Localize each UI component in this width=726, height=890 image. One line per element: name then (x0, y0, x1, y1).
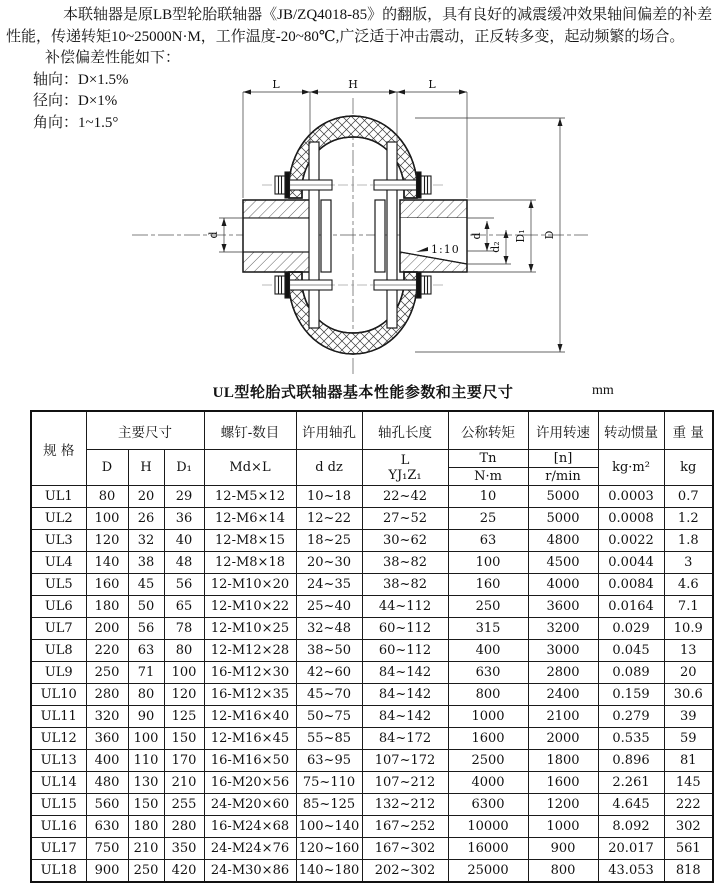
table-cell: UL6 (31, 596, 86, 618)
table-cell: UL2 (31, 508, 86, 530)
compensation-axial: 轴向：D×1.5% (33, 71, 129, 88)
table-cell: 320 (86, 706, 128, 728)
table-cell: 100 (448, 552, 528, 574)
table-cell: 280 (164, 816, 204, 838)
table-cell: 7.1 (664, 596, 713, 618)
table-cell: 0.7 (664, 486, 713, 508)
table-cell: 12-M10×20 (204, 574, 296, 596)
table-cell: 140~180 (296, 860, 362, 883)
table-cell: UL12 (31, 728, 86, 750)
table-cell: 16-M24×68 (204, 816, 296, 838)
table-cell: 10~18 (296, 486, 362, 508)
table-cell: 0.0022 (598, 530, 664, 552)
table-cell: 800 (528, 860, 598, 883)
table-cell: 1.8 (664, 530, 713, 552)
table-row (31, 728, 713, 750)
col-header-inertia: 转动惯量 (598, 411, 664, 450)
col-header-D1: D₁ (164, 450, 204, 486)
dim-label-H: H (348, 80, 358, 91)
table-cell: 38~82 (362, 574, 448, 596)
table-cell: 0.0008 (598, 508, 664, 530)
coupling-section-svg (0, 80, 726, 385)
table-cell: 44~112 (362, 596, 448, 618)
table-cell: 63 (128, 640, 164, 662)
table-cell: 18~25 (296, 530, 362, 552)
col-header-torque-unit: N·m (448, 468, 528, 486)
dim-label-D1: D₁ (514, 229, 527, 243)
table-cell: 16-M20×56 (204, 772, 296, 794)
table-cell: 38~82 (362, 552, 448, 574)
table-cell: 315 (448, 618, 528, 640)
table-cell: 4.645 (598, 794, 664, 816)
table-cell: 100 (128, 728, 164, 750)
table-cell: 56 (128, 618, 164, 640)
table-cell: 36 (164, 508, 204, 530)
table-cell: 81 (664, 750, 713, 772)
table-cell: 25 (448, 508, 528, 530)
table-cell: 180 (86, 596, 128, 618)
table-cell: 60~112 (362, 618, 448, 640)
table-cell: 78 (164, 618, 204, 640)
table-cell: UL15 (31, 794, 86, 816)
table-cell: 0.279 (598, 706, 664, 728)
table-cell: UL18 (31, 860, 86, 883)
table-cell: 210 (128, 838, 164, 860)
table-cell: 5000 (528, 508, 598, 530)
dim-label-L-left: L (272, 80, 280, 91)
table-cell: 120 (164, 684, 204, 706)
table-cell: 250 (86, 662, 128, 684)
bore-length-types: YJ₁Z₁ (388, 467, 422, 483)
table-cell: UL7 (31, 618, 86, 640)
bore-length-symbol: L (400, 452, 410, 468)
table-cell: 480 (86, 772, 128, 794)
table-cell: 13 (664, 640, 713, 662)
table-cell: 360 (86, 728, 128, 750)
table-cell: 160 (448, 574, 528, 596)
table-cell: 84~142 (362, 662, 448, 684)
table-cell: 24-M24×76 (204, 838, 296, 860)
table-cell: 0.045 (598, 640, 664, 662)
table-cell: 0.0044 (598, 552, 664, 574)
table-row (31, 596, 713, 618)
table-cell: 210 (164, 772, 204, 794)
table-cell: 43.053 (598, 860, 664, 883)
col-header-H: H (128, 450, 164, 486)
table-cell: 80 (128, 684, 164, 706)
table-cell: UL5 (31, 574, 86, 596)
table-cell: 12-M8×18 (204, 552, 296, 574)
table-cell: 120~160 (296, 838, 362, 860)
table-cell: 167~302 (362, 838, 448, 860)
spec-table (30, 410, 714, 883)
table-cell: 32~48 (296, 618, 362, 640)
table-cell: 4800 (528, 530, 598, 552)
table-cell: 250 (128, 860, 164, 883)
table-row (31, 750, 713, 772)
table-cell: 220 (86, 640, 128, 662)
table-cell: 0.0084 (598, 574, 664, 596)
table-cell: 3600 (528, 596, 598, 618)
table-row (31, 640, 713, 662)
col-header-bore-sub: d dz (296, 450, 362, 486)
table-cell: 5000 (528, 486, 598, 508)
table-cell: 29 (164, 486, 204, 508)
table-cell: 30.6 (664, 684, 713, 706)
table-cell: 20.017 (598, 838, 664, 860)
table-cell: UL4 (31, 552, 86, 574)
table-row (31, 706, 713, 728)
col-header-screw-spec: Md×L (204, 450, 296, 486)
table-cell: 24-M20×60 (204, 794, 296, 816)
col-header-torque-symbol: Tn (448, 450, 528, 468)
table-cell: 1800 (528, 750, 598, 772)
table-cell: 25~40 (296, 596, 362, 618)
table-cell: 900 (528, 838, 598, 860)
table-cell: 1000 (528, 816, 598, 838)
table-cell: 120 (86, 530, 128, 552)
table-cell: 100~140 (296, 816, 362, 838)
table-cell: 1000 (448, 706, 528, 728)
table-cell: 12~22 (296, 508, 362, 530)
table-row (31, 794, 713, 816)
table-cell: UL11 (31, 706, 86, 728)
table-cell: 8.092 (598, 816, 664, 838)
table-cell: 400 (448, 640, 528, 662)
table-cell: 48 (164, 552, 204, 574)
dim-label-d-right: d (470, 232, 483, 240)
table-cell: 160 (86, 574, 128, 596)
table-cell: 56 (164, 574, 204, 596)
table-cell: 0.896 (598, 750, 664, 772)
table-cell: 40 (164, 530, 204, 552)
table-cell: 170 (164, 750, 204, 772)
table-cell: UL1 (31, 486, 86, 508)
col-header-weight: 重 量 (664, 411, 713, 450)
table-cell: 12-M16×40 (204, 706, 296, 728)
table-cell: UL9 (31, 662, 86, 684)
table-row (31, 508, 713, 530)
table-cell: 200 (86, 618, 128, 640)
table-cell: 45 (128, 574, 164, 596)
table-cell: 2100 (528, 706, 598, 728)
table-cell: 30~62 (362, 530, 448, 552)
table-cell: 800 (448, 684, 528, 706)
table-cell: UL13 (31, 750, 86, 772)
table-cell: 26 (128, 508, 164, 530)
table-cell: 100 (164, 662, 204, 684)
table-cell: 63 (448, 530, 528, 552)
table-cell: 2500 (448, 750, 528, 772)
table-cell: 16-M16×50 (204, 750, 296, 772)
table-cell: 280 (86, 684, 128, 706)
table-cell: 45~70 (296, 684, 362, 706)
table-cell: UL8 (31, 640, 86, 662)
table-row (31, 530, 713, 552)
table-body (31, 486, 713, 883)
table-cell: 80 (86, 486, 128, 508)
dim-label-d2: d₂ (489, 241, 502, 253)
table-cell: 12-M8×15 (204, 530, 296, 552)
table-cell: 24-M30×86 (204, 860, 296, 883)
table-cell: 561 (664, 838, 713, 860)
table-cell: 2000 (528, 728, 598, 750)
table-cell: 140 (86, 552, 128, 574)
table-cell: 75~110 (296, 772, 362, 794)
table-cell: 0.159 (598, 684, 664, 706)
table-cell: 6300 (448, 794, 528, 816)
coupling-drawing (0, 80, 726, 390)
table-row (31, 816, 713, 838)
col-header-weight-unit: kg (664, 450, 713, 486)
col-header-bore: 许用轴孔 (296, 411, 362, 450)
table-cell: 818 (664, 860, 713, 883)
col-header-speed-unit: r/min (528, 468, 598, 486)
table-cell: 630 (86, 816, 128, 838)
table-cell: 50 (128, 596, 164, 618)
table-cell: 20 (128, 486, 164, 508)
table-cell: 2.261 (598, 772, 664, 794)
table-cell: 71 (128, 662, 164, 684)
table-cell: 42~60 (296, 662, 362, 684)
table-cell: 20~30 (296, 552, 362, 574)
table-cell: 22~42 (362, 486, 448, 508)
table-cell: 39 (664, 706, 713, 728)
table-cell: 0.0164 (598, 596, 664, 618)
table-cell: 25000 (448, 860, 528, 883)
table-cell: UL3 (31, 530, 86, 552)
table-cell: 16-M12×35 (204, 684, 296, 706)
table-row (31, 838, 713, 860)
table-cell: 0.089 (598, 662, 664, 684)
table-cell: 10.9 (664, 618, 713, 640)
table-unit: mm (592, 383, 614, 398)
table-row (31, 486, 713, 508)
table-cell: 167~252 (362, 816, 448, 838)
table-cell: 50~75 (296, 706, 362, 728)
table-cell: 12-M16×45 (204, 728, 296, 750)
col-header-torque: 公称转矩 (448, 411, 528, 450)
table-cell: 750 (86, 838, 128, 860)
table-cell: 145 (664, 772, 713, 794)
table-cell: UL17 (31, 838, 86, 860)
table-cell: 130 (128, 772, 164, 794)
table-cell: 132~212 (362, 794, 448, 816)
table-cell: 4000 (528, 574, 598, 596)
table-cell: 420 (164, 860, 204, 883)
col-header-speed-symbol: [n] (528, 450, 598, 468)
table-cell: 100 (86, 508, 128, 530)
right-hub (400, 200, 467, 272)
col-header-main-dims: 主要尺寸 (86, 411, 204, 450)
table-cell: 4000 (448, 772, 528, 794)
table-cell: 900 (86, 860, 128, 883)
table-row (31, 772, 713, 794)
table-cell: 12-M5×12 (204, 486, 296, 508)
table-cell: 38 (128, 552, 164, 574)
table-cell: 110 (128, 750, 164, 772)
table-cell: 38~50 (296, 640, 362, 662)
table-cell: 12-M6×14 (204, 508, 296, 530)
table-cell: 24~35 (296, 574, 362, 596)
table-cell: 1600 (448, 728, 528, 750)
table-cell: 180 (128, 816, 164, 838)
compensation-angular: 角向：1~1.5° (33, 114, 119, 131)
table-cell: 10000 (448, 816, 528, 838)
col-header-inertia-unit: kg·m² (598, 450, 664, 486)
dim-label-D: D (543, 230, 556, 240)
table-cell: 222 (664, 794, 713, 816)
table-cell: 125 (164, 706, 204, 728)
table-cell: 1200 (528, 794, 598, 816)
col-header-D: D (86, 450, 128, 486)
col-header-screws: 螺钉-数目 (204, 411, 296, 450)
table-cell: 65 (164, 596, 204, 618)
table-cell: 20 (664, 662, 713, 684)
table-cell: 1.2 (664, 508, 713, 530)
col-header-speed: 许用转速 (528, 411, 598, 450)
table-row (31, 552, 713, 574)
table-cell: 0.029 (598, 618, 664, 640)
table-cell: 150 (128, 794, 164, 816)
table-cell: 59 (664, 728, 713, 750)
table-cell: UL10 (31, 684, 86, 706)
dim-label-L-right: L (428, 80, 436, 91)
table-cell: 400 (86, 750, 128, 772)
table-cell: 2800 (528, 662, 598, 684)
taper-label: 1:10 (431, 243, 460, 256)
col-header-bore-length: 轴孔长度 (362, 411, 448, 450)
table-cell: 0.0003 (598, 486, 664, 508)
table-cell: 55~85 (296, 728, 362, 750)
table-cell: 255 (164, 794, 204, 816)
intro-paragraph: 本联轴器是原LB型轮胎联轴器《JB/ZQ4018-85》的翻版，具有良好的减震缓冲效果轴间偏差的补差性能，传递转矩10~25000N·M，工作温度-20~80℃,广泛适于冲击震动，正反转多变，起动频繁的场合。 (6, 7, 713, 45)
table-cell: 4.6 (664, 574, 713, 596)
table-cell: 12-M10×25 (204, 618, 296, 640)
table-cell: 107~212 (362, 772, 448, 794)
table-cell: 4500 (528, 552, 598, 574)
table-title: UL型轮胎式联轴器基本性能参数和主要尺寸 (212, 385, 514, 401)
table-cell: 2400 (528, 684, 598, 706)
table-cell: 630 (448, 662, 528, 684)
table-cell: 10 (448, 486, 528, 508)
table-cell: 27~52 (362, 508, 448, 530)
table-cell: UL14 (31, 772, 86, 794)
table-cell: 150 (164, 728, 204, 750)
table-cell: 302 (664, 816, 713, 838)
table-cell: 63~95 (296, 750, 362, 772)
compensation-radial: 径向：D×1% (33, 93, 118, 109)
table-cell: 16-M12×30 (204, 662, 296, 684)
table-row (31, 684, 713, 706)
table-cell: 12-M10×22 (204, 596, 296, 618)
table-cell: 90 (128, 706, 164, 728)
table-cell: 60~112 (362, 640, 448, 662)
table-row (31, 662, 713, 684)
col-header-bore-length-sub (362, 450, 448, 486)
table-cell: 3200 (528, 618, 598, 640)
table-cell: 1600 (528, 772, 598, 794)
table-row (31, 860, 713, 883)
compensation-heading: 补偿偏差性能如下： (45, 50, 181, 66)
table-cell: 3000 (528, 640, 598, 662)
table-cell: 84~142 (362, 706, 448, 728)
table-cell: 202~302 (362, 860, 448, 883)
table-cell: 80 (164, 640, 204, 662)
dim-label-d-left: d (207, 231, 220, 239)
table-cell: 107~172 (362, 750, 448, 772)
table-cell: 84~172 (362, 728, 448, 750)
left-hub (243, 200, 310, 272)
table-cell: 350 (164, 838, 204, 860)
table-cell: 12-M12×28 (204, 640, 296, 662)
table-cell: 560 (86, 794, 128, 816)
table-row (31, 574, 713, 596)
table-cell: 84~142 (362, 684, 448, 706)
table-row (31, 618, 713, 640)
table-cell: 16000 (448, 838, 528, 860)
col-header-spec: 规 格 (31, 411, 86, 486)
table-cell: UL16 (31, 816, 86, 838)
table-cell: 0.535 (598, 728, 664, 750)
table-cell: 250 (448, 596, 528, 618)
table-cell: 85~125 (296, 794, 362, 816)
table-cell: 3 (664, 552, 713, 574)
table-cell: 32 (128, 530, 164, 552)
